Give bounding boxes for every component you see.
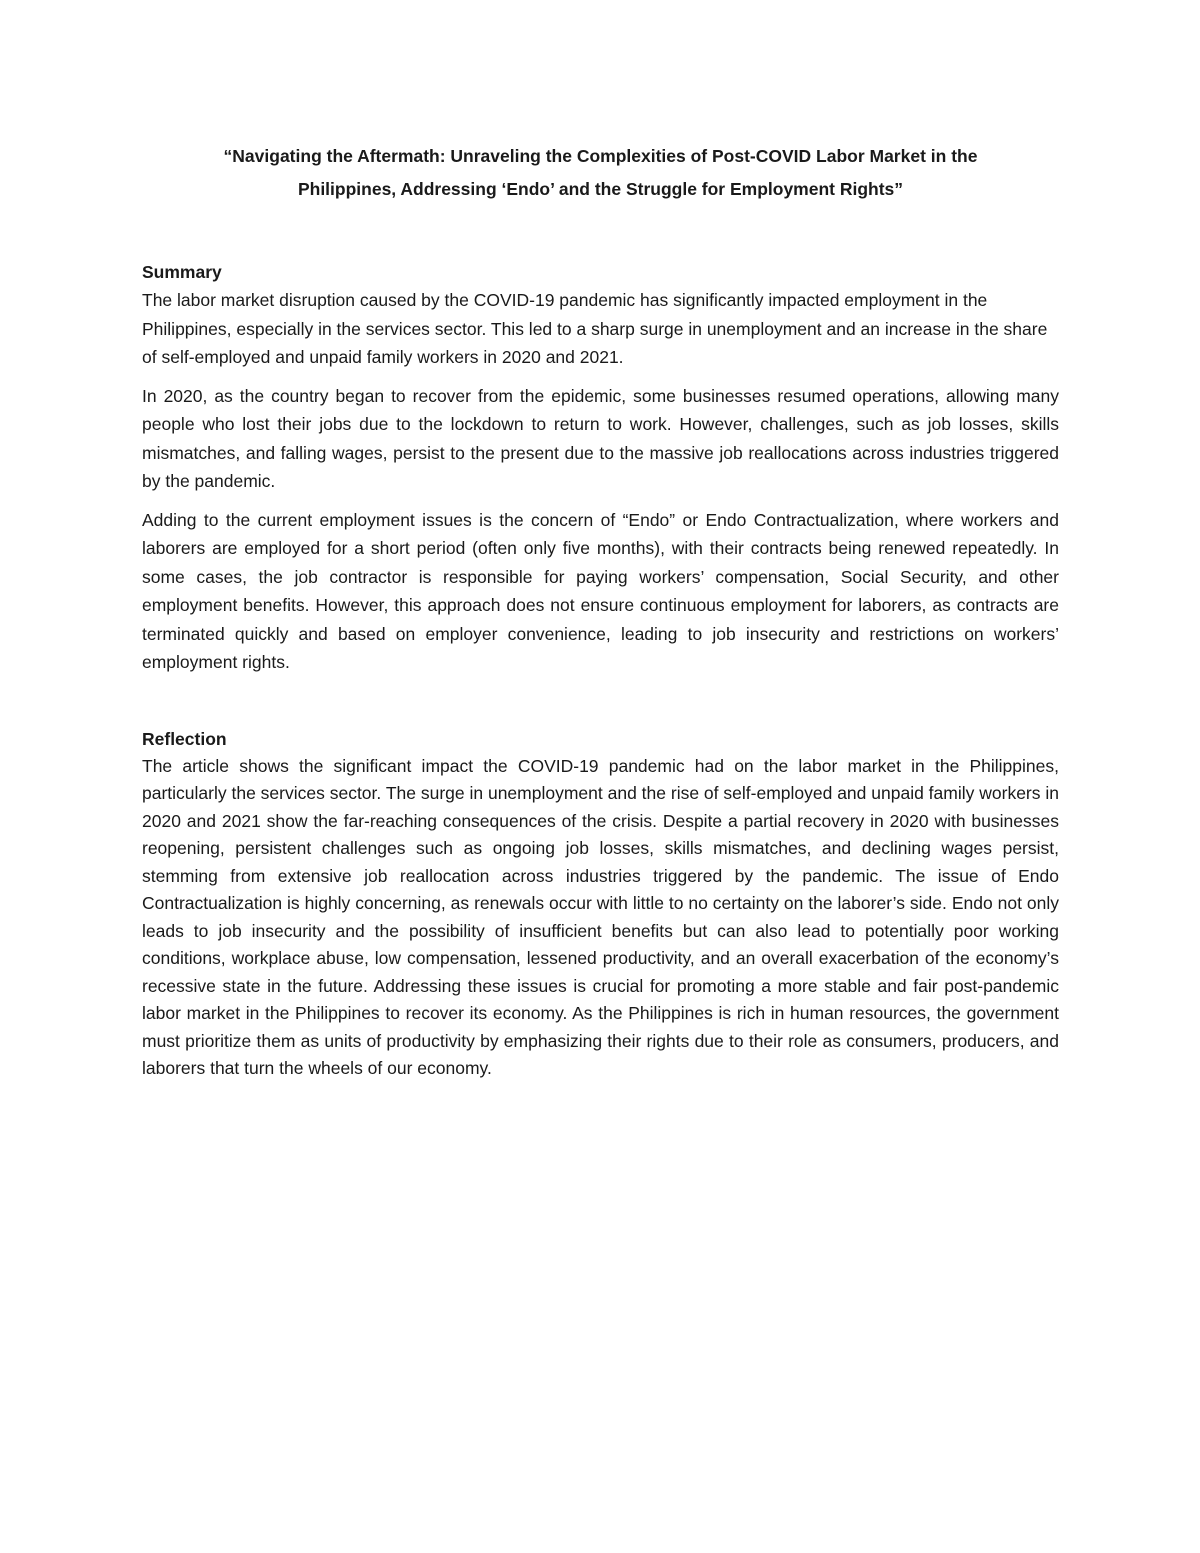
document-title — [142, 140, 1059, 206]
document-title-line-2: Philippines, Addressing ‘Endo’ and the Struggle for Employment Rights” — [297, 179, 904, 199]
summary-paragraph-3: Adding to the current employment issues is the concern of “Endo” or Endo Contractualization, where workers and laborers are employed for a short period (often only five months), with their contracts being renewed repeatedly. In some cases, the job contractor is responsible for paying workers’ compensation, Social Security, and other employment benefits. However, this approach does not ensure continuous employment for laborers, as contracts are terminated quickly and based on employer convenience, leading to job insecurity and restrictions on workers’ employment rights. — [142, 509, 1059, 672]
document-title-line-1: “Navigating the Aftermath: Unraveling the Complexities of Post-COVID Labor Market in the — [223, 146, 978, 166]
reflection-paragraph: The article shows the significant impact the COVID-19 pandemic had on the labor market in the Philippines, particularly the services sector. The surge in unemployment and the rise of self-employed and unpaid family workers in 2020 and 2021 show the far-reaching consequences of the crisis. Despite a partial recovery in 2020 with businesses reopening, persistent challenges such as ongoing job losses, skills mismatches, and declining wages persist, stemming from extensive job reallocation across industries triggered by the pandemic. The issue of Endo Contractualization is highly concerning, as renewals occur with little to no certainty on the laborer’s side. Endo not only leads to job insecurity and the possibility of insufficient benefits but can also lead to potentially poor working conditions, workplace abuse, low compensation, lessened productivity, and an overall exacerbation of the economy’s recessive state in the future. Addressing these issues is crucial for promoting a more stable and fair post-pandemic labor market in the Philippines to recover its economy. As the Philippines is rich in human resources, the government must prioritize them as units of productivity by emphasizing their rights due to their role as consumers, producers, and laborers that turn the wheels of our economy. — [142, 755, 1059, 1078]
reflection-heading: Reflection — [142, 728, 227, 749]
summary-paragraph-2: In 2020, as the country began to recover from the epidemic, some businesses resumed operations, allowing many people who lost their jobs due to the lockdown to return to work. However, challenges, such as job losses, skills mismatches, and falling wages, persist to the present due to the massive job reallocations across industries triggered by the pandemic. — [142, 385, 1059, 491]
summary-heading: Summary — [142, 262, 222, 282]
document-page — [142, 140, 1059, 1083]
reflection-section — [142, 725, 1059, 1083]
summary-section — [142, 258, 1059, 677]
summary-paragraph-1: The labor market disruption caused by the COVID-19 pandemic has significantly impacted employment in the Philippines, especially in the services sector. This led to a sharp surge in unemployment and an increase in the share of self-employed and unpaid family workers in 2020 and 2021. — [142, 290, 1048, 367]
